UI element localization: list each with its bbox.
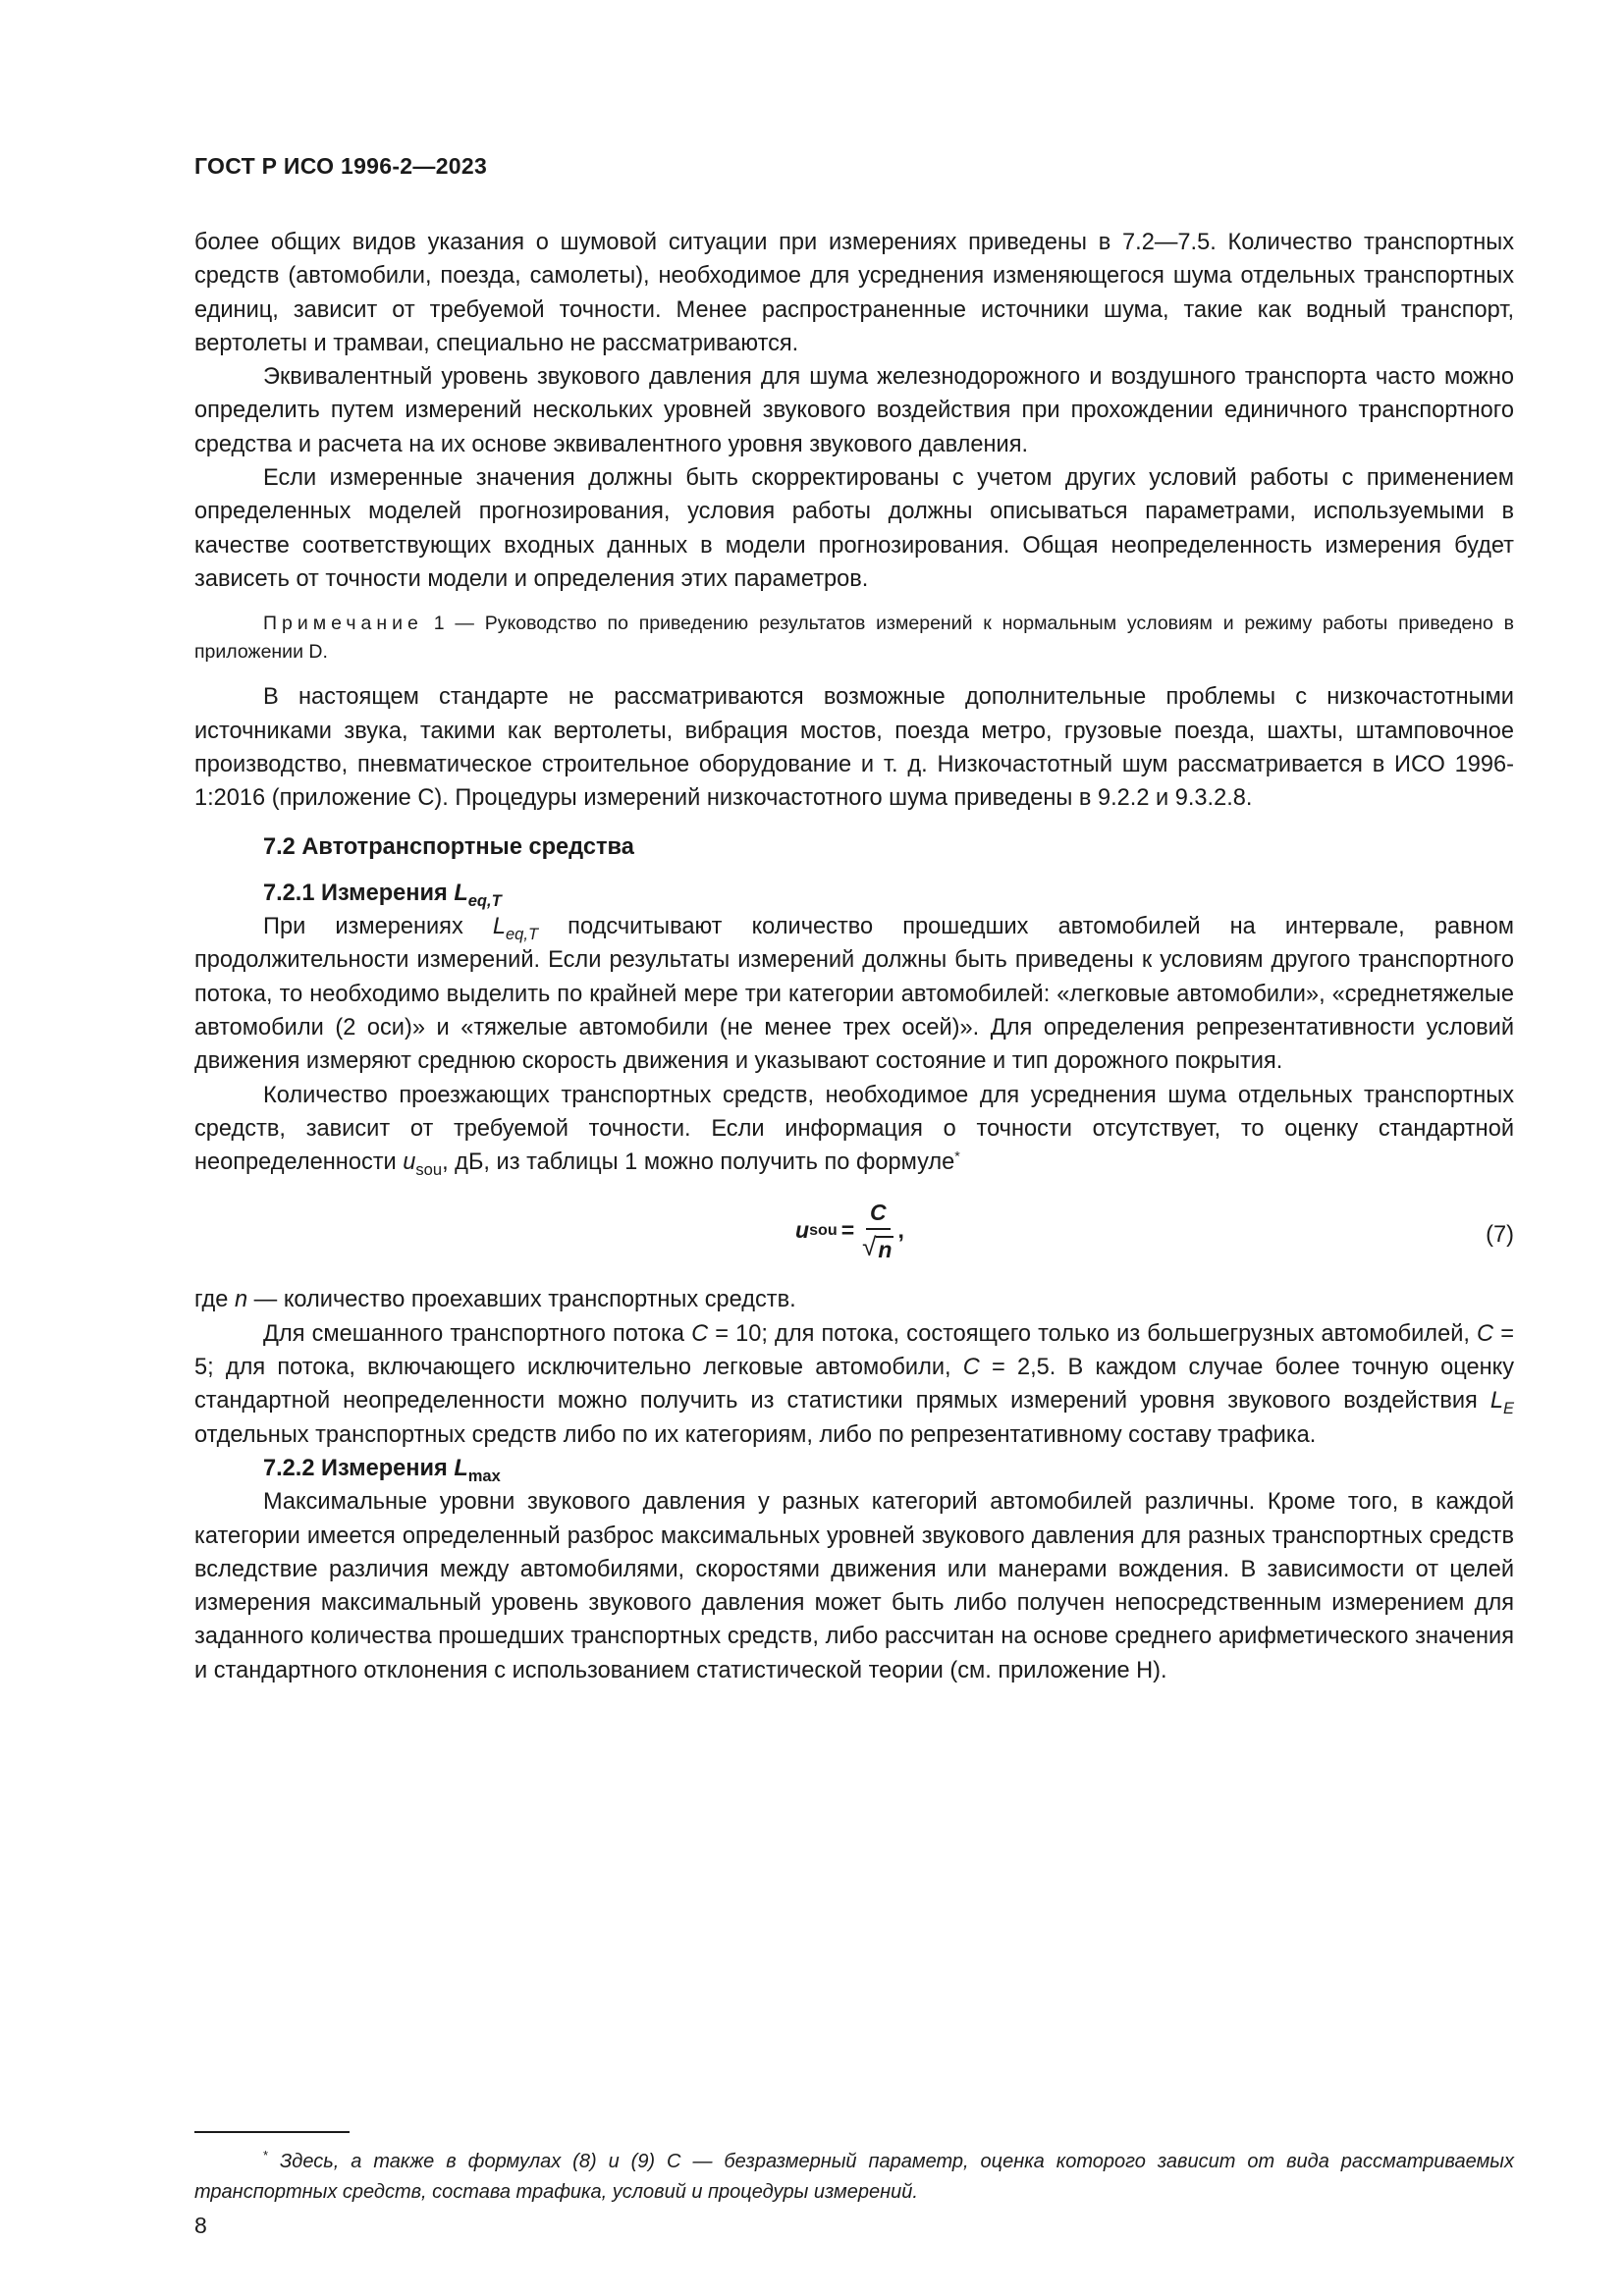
footnote bbox=[194, 2140, 1514, 2208]
paragraph-7-2-1-a bbox=[194, 910, 1514, 1078]
paragraph-where bbox=[194, 1283, 1514, 1316]
p721a-pre: При измерениях bbox=[263, 914, 493, 940]
p721c-e: отдельных транспортных средств либо по их категориям, либо по репрезентативному составу трафика. bbox=[194, 1421, 1317, 1448]
footnote-ref[interactable]: * bbox=[954, 1148, 960, 1165]
formula-fraction bbox=[862, 1199, 893, 1261]
where-post: — количество проехавших транспортных средств. bbox=[247, 1287, 796, 1313]
p721c-le: L bbox=[1489, 1388, 1503, 1415]
p721c-d: = 2,5. В каждом случае более точную оценку стандартной неопределенности можно получить из статистики прямых измерений уровня звукового воздействия bbox=[194, 1355, 1514, 1415]
p721a-post: подсчитывают количество прошедших автомобилей на интервале, равном продолжительности измерений. Если результаты измерений должны быть приведены к условиям другого транспортного потока, то необходимо выделить по крайней мере три категории автомобилей: «легковые автомобили», «среднетяжелые автомобили (2 оси)» и «тяжелые автомобили (не менее трех осей)». Для определения репрезентативности условий движения измеряют среднюю скорость движения и указывают состояние и тип дорожного покрытия. bbox=[194, 914, 1514, 1075]
p721c-b: = 10; для потока, состоящего только из большегрузных автомобилей, bbox=[708, 1320, 1478, 1347]
section-7-2-1-symbol: L bbox=[454, 880, 468, 906]
section-7-2-2-title bbox=[194, 1452, 1514, 1485]
where-sym: n bbox=[235, 1287, 248, 1313]
paragraph-1: более общих видов указания о шумовой ситуации при измерениях приведены в 7.2—7.5. Количество транспортных средств (автомобили, поезда, самолеты), необходимое для усреднения изменяющегося шума отдельных транспортных единиц, зависит от требуемой точности. Менее распространенные источники шума, такие как водный транспорт, вертолеты и трамваи, специально не рассматриваются. bbox=[194, 230, 1514, 356]
p721b-pre: Количество проезжающих транспортных средств, необходимое для усреднения шума отдельных транспортных средств, зависит от требуемой точности. Если информация о точности отсутствует, то оценку стандартной неопределенности bbox=[194, 1082, 1514, 1176]
paragraph-4: В настоящем стандарте не рассматриваются возможные дополнительные проблемы с низкочастотными источниками звука, такими как вертолеты, вибрация мостов, поезда метро, грузовые поезда, шахты, штамповочное производство, пневматическое строительное оборудование и т. д. Низкочастотный шум рассматривается в ИСО 1996-1:2016 (приложение С). Процедуры измерений низкочастотного шума приведены в 9.2.2 и 9.3.2.8. bbox=[194, 684, 1514, 812]
p721b-sub: sou bbox=[415, 1159, 443, 1179]
document-header: ГОСТ Р ИСО 1996-2—2023 bbox=[194, 153, 488, 179]
paragraph-7-2-2: Максимальные уровни звукового давления у разных категорий автомобилей различны. Кроме того, в каждой категории имеется определенный разброс максимальных уровней звукового давления для разных транспортных средств вследствие различия между автомобилями, скоростями движения или манерами вождения. В зависимости от целей измерения максимальный уровень звукового давления может быть либо получен непосредственным измерением для заданного количества прошедших транспортных средств, либо рассчитан на основе среднего арифметического значения и стандартного отклонения с использованием статистической теории (см. приложение Н). bbox=[194, 1489, 1514, 1683]
formula-expression: u sou = C √ n , bbox=[795, 1200, 904, 1263]
paragraph-7-2-1-b bbox=[194, 1079, 1514, 1180]
sqrt-sign: √ bbox=[862, 1232, 877, 1262]
section-7-2-1-title bbox=[194, 877, 1514, 910]
footnote-mark: * bbox=[263, 2148, 269, 2163]
paragraph-2: Эквивалентный уровень звукового давления для шума железнодорожного и воздушного транспорта часто можно определить путем измерений нескольких уровней звукового воздействия при прохождении единичного транспортного средства и расчета на их основе эквивалентного уровня звукового давления. bbox=[194, 364, 1514, 457]
formula-number: (7) bbox=[1486, 1222, 1514, 1249]
p721c-c3: C bbox=[962, 1355, 980, 1381]
paragraph-3: Если измеренные значения должны быть скорректированы с учетом других условий работы с применением определенных моделей прогнозирования, условия работы должны описываться параметрами, используемыми в качестве соответствующих входных данных в модели прогнозирования. Общая неопределенность измерения будет зависеть от точности модели и определения этих параметров. bbox=[194, 465, 1514, 592]
section-7-2-1-title-text: 7.2.1 Измерения bbox=[263, 880, 455, 906]
p721a-sym: L bbox=[492, 914, 506, 940]
note-text: 1 — Руководство по приведению результатов измерений к нормальным условиям и режиму работы приведено в приложении D. bbox=[194, 613, 1514, 664]
section-7-2-title: 7.2 Автотранспортные средства bbox=[263, 834, 634, 861]
p721c-le-sub: E bbox=[1502, 1399, 1514, 1418]
formula-denominator bbox=[862, 1230, 893, 1261]
section-7-2-1-symbol-sub: eq,T bbox=[467, 890, 502, 910]
section-7-2-2-symbol-sub: max bbox=[467, 1466, 501, 1485]
footnote-separator bbox=[194, 2131, 350, 2133]
formula-lhs: u bbox=[795, 1217, 810, 1244]
formula-7 bbox=[194, 1185, 1514, 1283]
p721b-post: , дБ, из таблицы 1 можно получить по формуле bbox=[442, 1149, 955, 1176]
formula-equals: = bbox=[840, 1217, 855, 1244]
section-7-2-2-title-text: 7.2.2 Измерения bbox=[263, 1455, 455, 1481]
page-number: 8 bbox=[194, 2213, 207, 2238]
where-pre: где bbox=[194, 1287, 235, 1313]
p721c-c2: C bbox=[1477, 1320, 1494, 1347]
paragraph-7-2-1-c bbox=[194, 1317, 1514, 1452]
p721c-c: = 5; для потока, включающего исключительно легковые автомобили, bbox=[194, 1320, 1514, 1381]
formula-numerator: C bbox=[866, 1199, 891, 1230]
body-text bbox=[194, 226, 1514, 1687]
footnote-text: Здесь, а также в формулах (8) и (9) С — безразмерный параметр, оценка которого зависит от вида рассматриваемых транспортных средств, состава трафика, условий и процедуры измерений. bbox=[194, 2151, 1514, 2203]
p721a-sub: eq,T bbox=[506, 924, 539, 943]
p721b-sym: u bbox=[403, 1149, 416, 1176]
p721c-c1: C bbox=[691, 1320, 709, 1347]
section-7-2-2-symbol: L bbox=[454, 1455, 468, 1481]
formula-radicand: n bbox=[878, 1237, 893, 1263]
p721c-a: Для смешанного транспортного потока bbox=[263, 1320, 692, 1347]
formula-tail: , bbox=[897, 1217, 904, 1244]
note-1 bbox=[194, 610, 1514, 667]
note-label: Примечание bbox=[263, 613, 423, 635]
